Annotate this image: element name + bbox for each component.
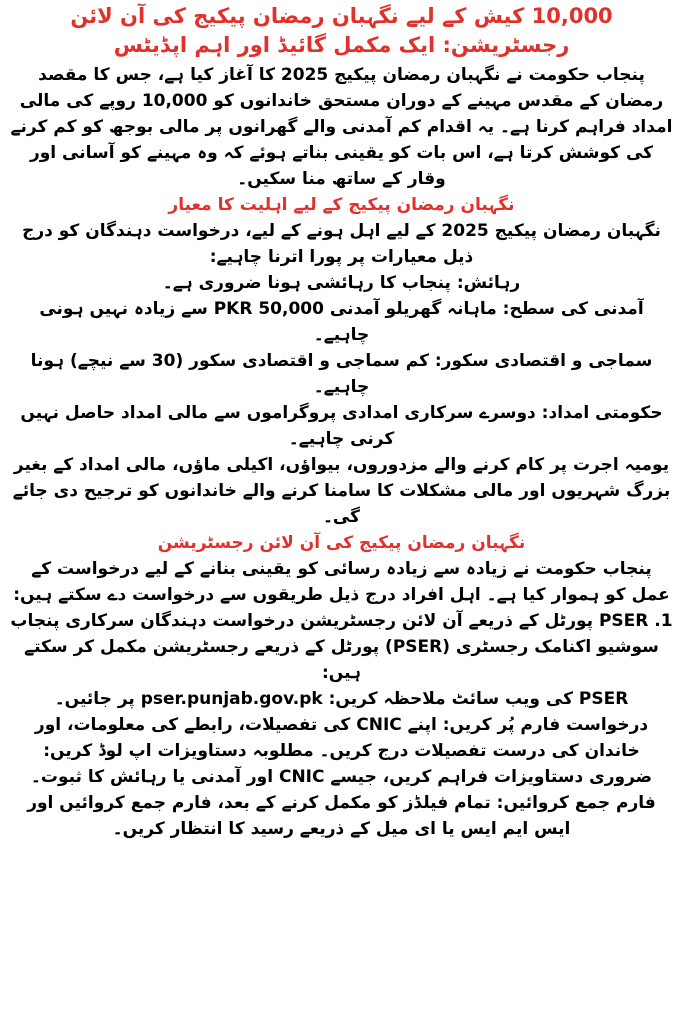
eligibility-item: یومیہ اجرت پر کام کرنے والے مزدوروں، بیواؤں، اکیلی ماؤں، مالی امداد کے بغیر بزرگ شہریوں اور مالی مشکلات کا سامنا کرنے والے خاندانوں کو ترجیح دی جائے گی۔ (12, 455, 671, 527)
article-title: 10,000 کیش کے لیے نگہبان رمضان پیکیج کی آن لائن رجسٹریشن: ایک مکمل گائیڈ اور اہم اپڈیٹس (70, 4, 613, 57)
registration-item: PSER کی ویب سائٹ ملاحظہ کریں: pser.punjab.gov.pk پر جائیں۔ (54, 689, 629, 709)
eligibility-item: رہائش: پنجاب کا رہائشی ہونا ضروری ہے۔ (162, 273, 521, 293)
eligibility-intro: نگہبان رمضان پیکیج 2025 کے لیے اہل ہونے کے لیے، درخواست دہندگان کو درج ذیل معیارات پر پورا اترنا چاہیے: (22, 221, 661, 267)
registration-intro: پنجاب حکومت نے زیادہ سے زیادہ رسائی کو یقینی بنانے کے لیے درخواست کے عمل کو ہموار کیا ہے۔ اہل افراد درج ذیل طریقوں سے درخواست دے سکتے ہیں: (13, 559, 670, 605)
registration-item: 1. PSER پورٹل کے ذریعے آن لائن رجسٹریشن درخواست دہندگان سرکاری پنجاب سوشیو اکنامک رجسٹری (PSER) پورٹل کے ذریعے رجسٹریشن مکمل کر سکتے ہیں: (10, 611, 673, 683)
intro-paragraph: پنجاب حکومت نے نگہبان رمضان پیکیج 2025 کا آغاز کیا ہے، جس کا مقصد رمضان کے مقدس مہینے کے دوران مستحق خاندانوں کو 10,000 روپے کی مالی امداد فراہم کرنا ہے۔ یہ اقدام کم آمدنی والے گھرانوں پر مالی بوجھ کو کم کرنے کی کوشش کرتا ہے، اس بات کو یقینی بناتے ہوئے کہ وہ مہینے کو آسانی اور وقار کے ساتھ منا سکیں۔ (10, 65, 673, 189)
registration-heading: نگہبان رمضان پیکیج کی آن لائن رجسٹریشن (157, 533, 526, 553)
registration-item: درخواست فارم پُر کریں: اپنے CNIC کی تفصیلات، رابطے کی معلومات، اور خاندان کی درست تفصیلات درج کریں۔ مطلوبہ دستاویزات اپ لوڈ کریں: ضروری دستاویزات فراہم کریں، جیسے CNIC اور آمدنی یا رہائش کا ثبوت۔ (30, 715, 653, 787)
registration-item: فارم جمع کروائیں: تمام فیلڈز کو مکمل کرنے کے بعد، فارم جمع کروائیں اور ایس ایم ایس یا ای میل کے ذریعے رسید کا انتظار کریں۔ (27, 793, 656, 839)
eligibility-item: آمدنی کی سطح: ماہانہ گھریلو آمدنی PKR 50,000 سے زیادہ نہیں ہونی چاہیے۔ (39, 299, 644, 345)
eligibility-item: حکومتی امداد: دوسرے سرکاری امدادی پروگراموں سے مالی امداد حاصل نہیں کرنی چاہیے۔ (20, 403, 663, 449)
eligibility-heading: نگہبان رمضان پیکیج کے لیے اہلیت کا معیار (168, 195, 515, 215)
article (0, 2, 683, 842)
eligibility-item: سماجی و اقتصادی سکور: کم سماجی و اقتصادی سکور (30 سے نیچے) ہونا چاہیے۔ (30, 351, 653, 397)
